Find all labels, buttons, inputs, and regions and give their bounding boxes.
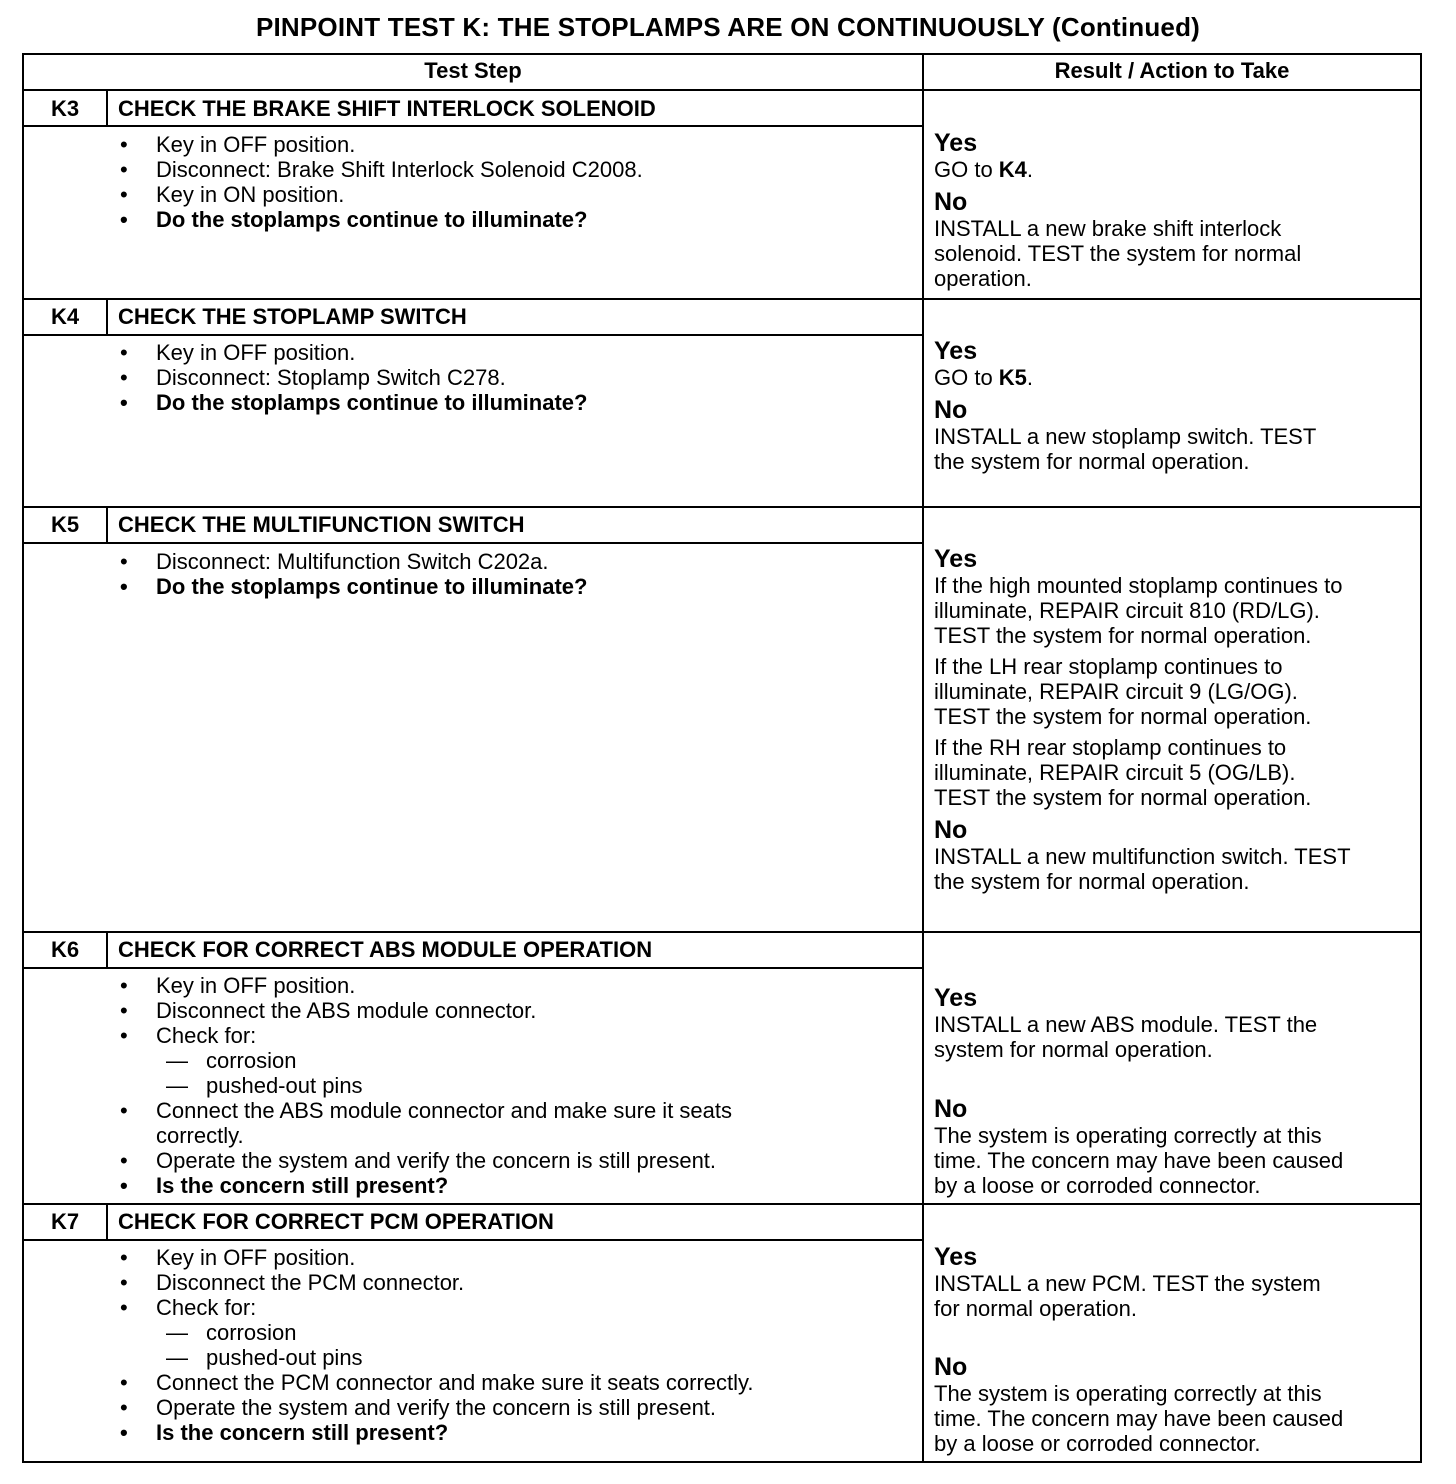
step-result [934, 129, 1422, 291]
yes-action: GO to K5. [934, 365, 1034, 390]
yes-label: Yes [934, 129, 978, 157]
instruction-item: • Key in OFF position. [116, 1245, 754, 1270]
no-label: No [934, 1353, 968, 1381]
no-action-line: INSTALL a new brake shift interlock [934, 216, 1282, 241]
step-instructions [116, 132, 643, 232]
step-id: K6 [50, 937, 80, 962]
no-action-line: the system for normal operation. [934, 449, 1250, 474]
instruction-item: • Connect the PCM connector and make sure it seats correctly. [116, 1370, 754, 1395]
header-test-step: Test Step [424, 58, 522, 83]
step-title-divider [24, 125, 922, 127]
no-action-line: INSTALL a new stoplamp switch. TEST [934, 424, 1317, 449]
goto-text: GO to [934, 365, 999, 390]
step-result-no [934, 1095, 1422, 1198]
instruction-subitem: — corrosion [116, 1320, 754, 1345]
yes-action-line: illuminate, REPAIR circuit 5 (OG/LB). [934, 760, 1296, 785]
step-title: CHECK THE STOPLAMP SWITCH [118, 304, 467, 329]
step-result [934, 984, 1422, 1062]
header-divider [24, 89, 1420, 91]
step-title-divider [24, 967, 922, 969]
id-divider [106, 508, 108, 544]
step-result-no [934, 1353, 1422, 1456]
instruction-item: • Key in OFF position. [116, 132, 643, 157]
instruction-subitem: — corrosion [116, 1048, 732, 1073]
no-action-line: time. The concern may have been caused [934, 1406, 1344, 1431]
step-id: K7 [50, 1209, 80, 1234]
no-action-line: INSTALL a new multifunction switch. TEST [934, 844, 1351, 869]
step-id: K4 [50, 304, 80, 329]
step-result [934, 1243, 1422, 1321]
step-divider [24, 1203, 1420, 1205]
no-action-line: solenoid. TEST the system for normal [934, 241, 1302, 266]
instruction-subitem: — pushed-out pins [116, 1073, 732, 1098]
instruction-item: • Check for: [116, 1295, 754, 1320]
no-action-line: The system is operating correctly at this [934, 1381, 1322, 1406]
instruction-item: • Disconnect the ABS module connector. [116, 998, 732, 1023]
instruction-question: • Is the concern still present? [116, 1420, 754, 1445]
pinpoint-test-table [22, 53, 1422, 1463]
goto-step-link[interactable]: K4 [998, 157, 1027, 182]
header-result: Result / Action to Take [1054, 58, 1290, 83]
step-id: K5 [50, 512, 80, 537]
id-divider [106, 300, 108, 336]
instruction-item: • Key in ON position. [116, 182, 643, 207]
step-title: CHECK FOR CORRECT PCM OPERATION [118, 1209, 554, 1234]
instruction-item: • Disconnect: Stoplamp Switch C278. [116, 365, 587, 390]
id-divider [106, 1205, 108, 1241]
yes-action-line: If the RH rear stoplamp continues to [934, 735, 1287, 760]
step-result [934, 337, 1422, 474]
yes-label: Yes [934, 1243, 978, 1271]
step-divider [24, 931, 1420, 933]
no-label: No [934, 396, 968, 424]
no-action-line: the system for normal operation. [934, 869, 1250, 894]
yes-label: Yes [934, 545, 978, 573]
no-action-line: time. The concern may have been caused [934, 1148, 1344, 1173]
yes-action-line: INSTALL a new PCM. TEST the system [934, 1271, 1321, 1296]
yes-action-line: system for normal operation. [934, 1037, 1213, 1062]
instruction-question: • Do the stoplamps continue to illuminate? [116, 207, 643, 232]
step-instructions [116, 1245, 754, 1445]
instruction-item: • Operate the system and verify the concern is still present. [116, 1148, 732, 1173]
step-divider [24, 298, 1420, 300]
no-action-line: by a loose or corroded connector. [934, 1173, 1261, 1198]
instruction-item: • Disconnect: Multifunction Switch C202a. [116, 549, 587, 574]
yes-action-line: TEST the system for normal operation. [934, 704, 1312, 729]
no-label: No [934, 188, 968, 216]
step-title-divider [24, 334, 922, 336]
step-title: CHECK THE BRAKE SHIFT INTERLOCK SOLENOID [118, 96, 656, 121]
instruction-question: • Do the stoplamps continue to illuminate? [116, 574, 587, 599]
step-instructions [116, 973, 732, 1198]
no-action-line: operation. [934, 266, 1032, 291]
column-divider [922, 55, 924, 1461]
step-result [934, 545, 1422, 894]
instruction-item: • Disconnect: Brake Shift Interlock Solenoid C2008. [116, 157, 643, 182]
step-title: CHECK FOR CORRECT ABS MODULE OPERATION [118, 937, 653, 962]
yes-action-line: TEST the system for normal operation. [934, 623, 1312, 648]
yes-action-line: TEST the system for normal operation. [934, 785, 1312, 810]
page-title: PINPOINT TEST K: THE STOPLAMPS ARE ON CONTINUOUSLY (Continued) [255, 12, 1201, 42]
step-id: K3 [50, 96, 80, 121]
goto-step-link[interactable]: K5 [998, 365, 1027, 390]
instruction-item: • Key in OFF position. [116, 973, 732, 998]
instruction-subitem: — pushed-out pins [116, 1345, 754, 1370]
id-divider [106, 933, 108, 969]
no-action-line: by a loose or corroded connector. [934, 1431, 1261, 1456]
step-title-divider [24, 542, 922, 544]
no-label: No [934, 1095, 968, 1123]
instruction-item: • Connect the ABS module connector and make sure it seats [116, 1098, 732, 1123]
step-title: CHECK THE MULTIFUNCTION SWITCH [118, 512, 525, 537]
yes-action-line: INSTALL a new ABS module. TEST the [934, 1012, 1318, 1037]
goto-text: GO to [934, 157, 999, 182]
instruction-item: • Check for: [116, 1023, 732, 1048]
instruction-item-continued: correctly. [156, 1123, 244, 1148]
step-divider [24, 506, 1420, 508]
id-divider [106, 91, 108, 127]
step-instructions [116, 340, 587, 415]
yes-action-line: for normal operation. [934, 1296, 1137, 1321]
yes-action-line: If the high mounted stoplamp continues to [934, 573, 1343, 598]
instruction-item: • Operate the system and verify the concern is still present. [116, 1395, 754, 1420]
instruction-item: • Key in OFF position. [116, 340, 587, 365]
no-label: No [934, 816, 968, 844]
instruction-question: • Is the concern still present? [116, 1173, 732, 1198]
no-action-line: The system is operating correctly at this [934, 1123, 1322, 1148]
instruction-question: • Do the stoplamps continue to illuminate? [116, 390, 587, 415]
step-title-divider [24, 1239, 922, 1241]
yes-action-line: illuminate, REPAIR circuit 810 (RD/LG). [934, 598, 1320, 623]
yes-action-line: If the LH rear stoplamp continues to [934, 654, 1283, 679]
yes-action-line: illuminate, REPAIR circuit 9 (LG/OG). [934, 679, 1298, 704]
yes-action: GO to K4. [934, 157, 1034, 182]
yes-label: Yes [934, 337, 978, 365]
step-instructions [116, 549, 587, 599]
instruction-item: • Disconnect the PCM connector. [116, 1270, 754, 1295]
yes-label: Yes [934, 984, 978, 1012]
